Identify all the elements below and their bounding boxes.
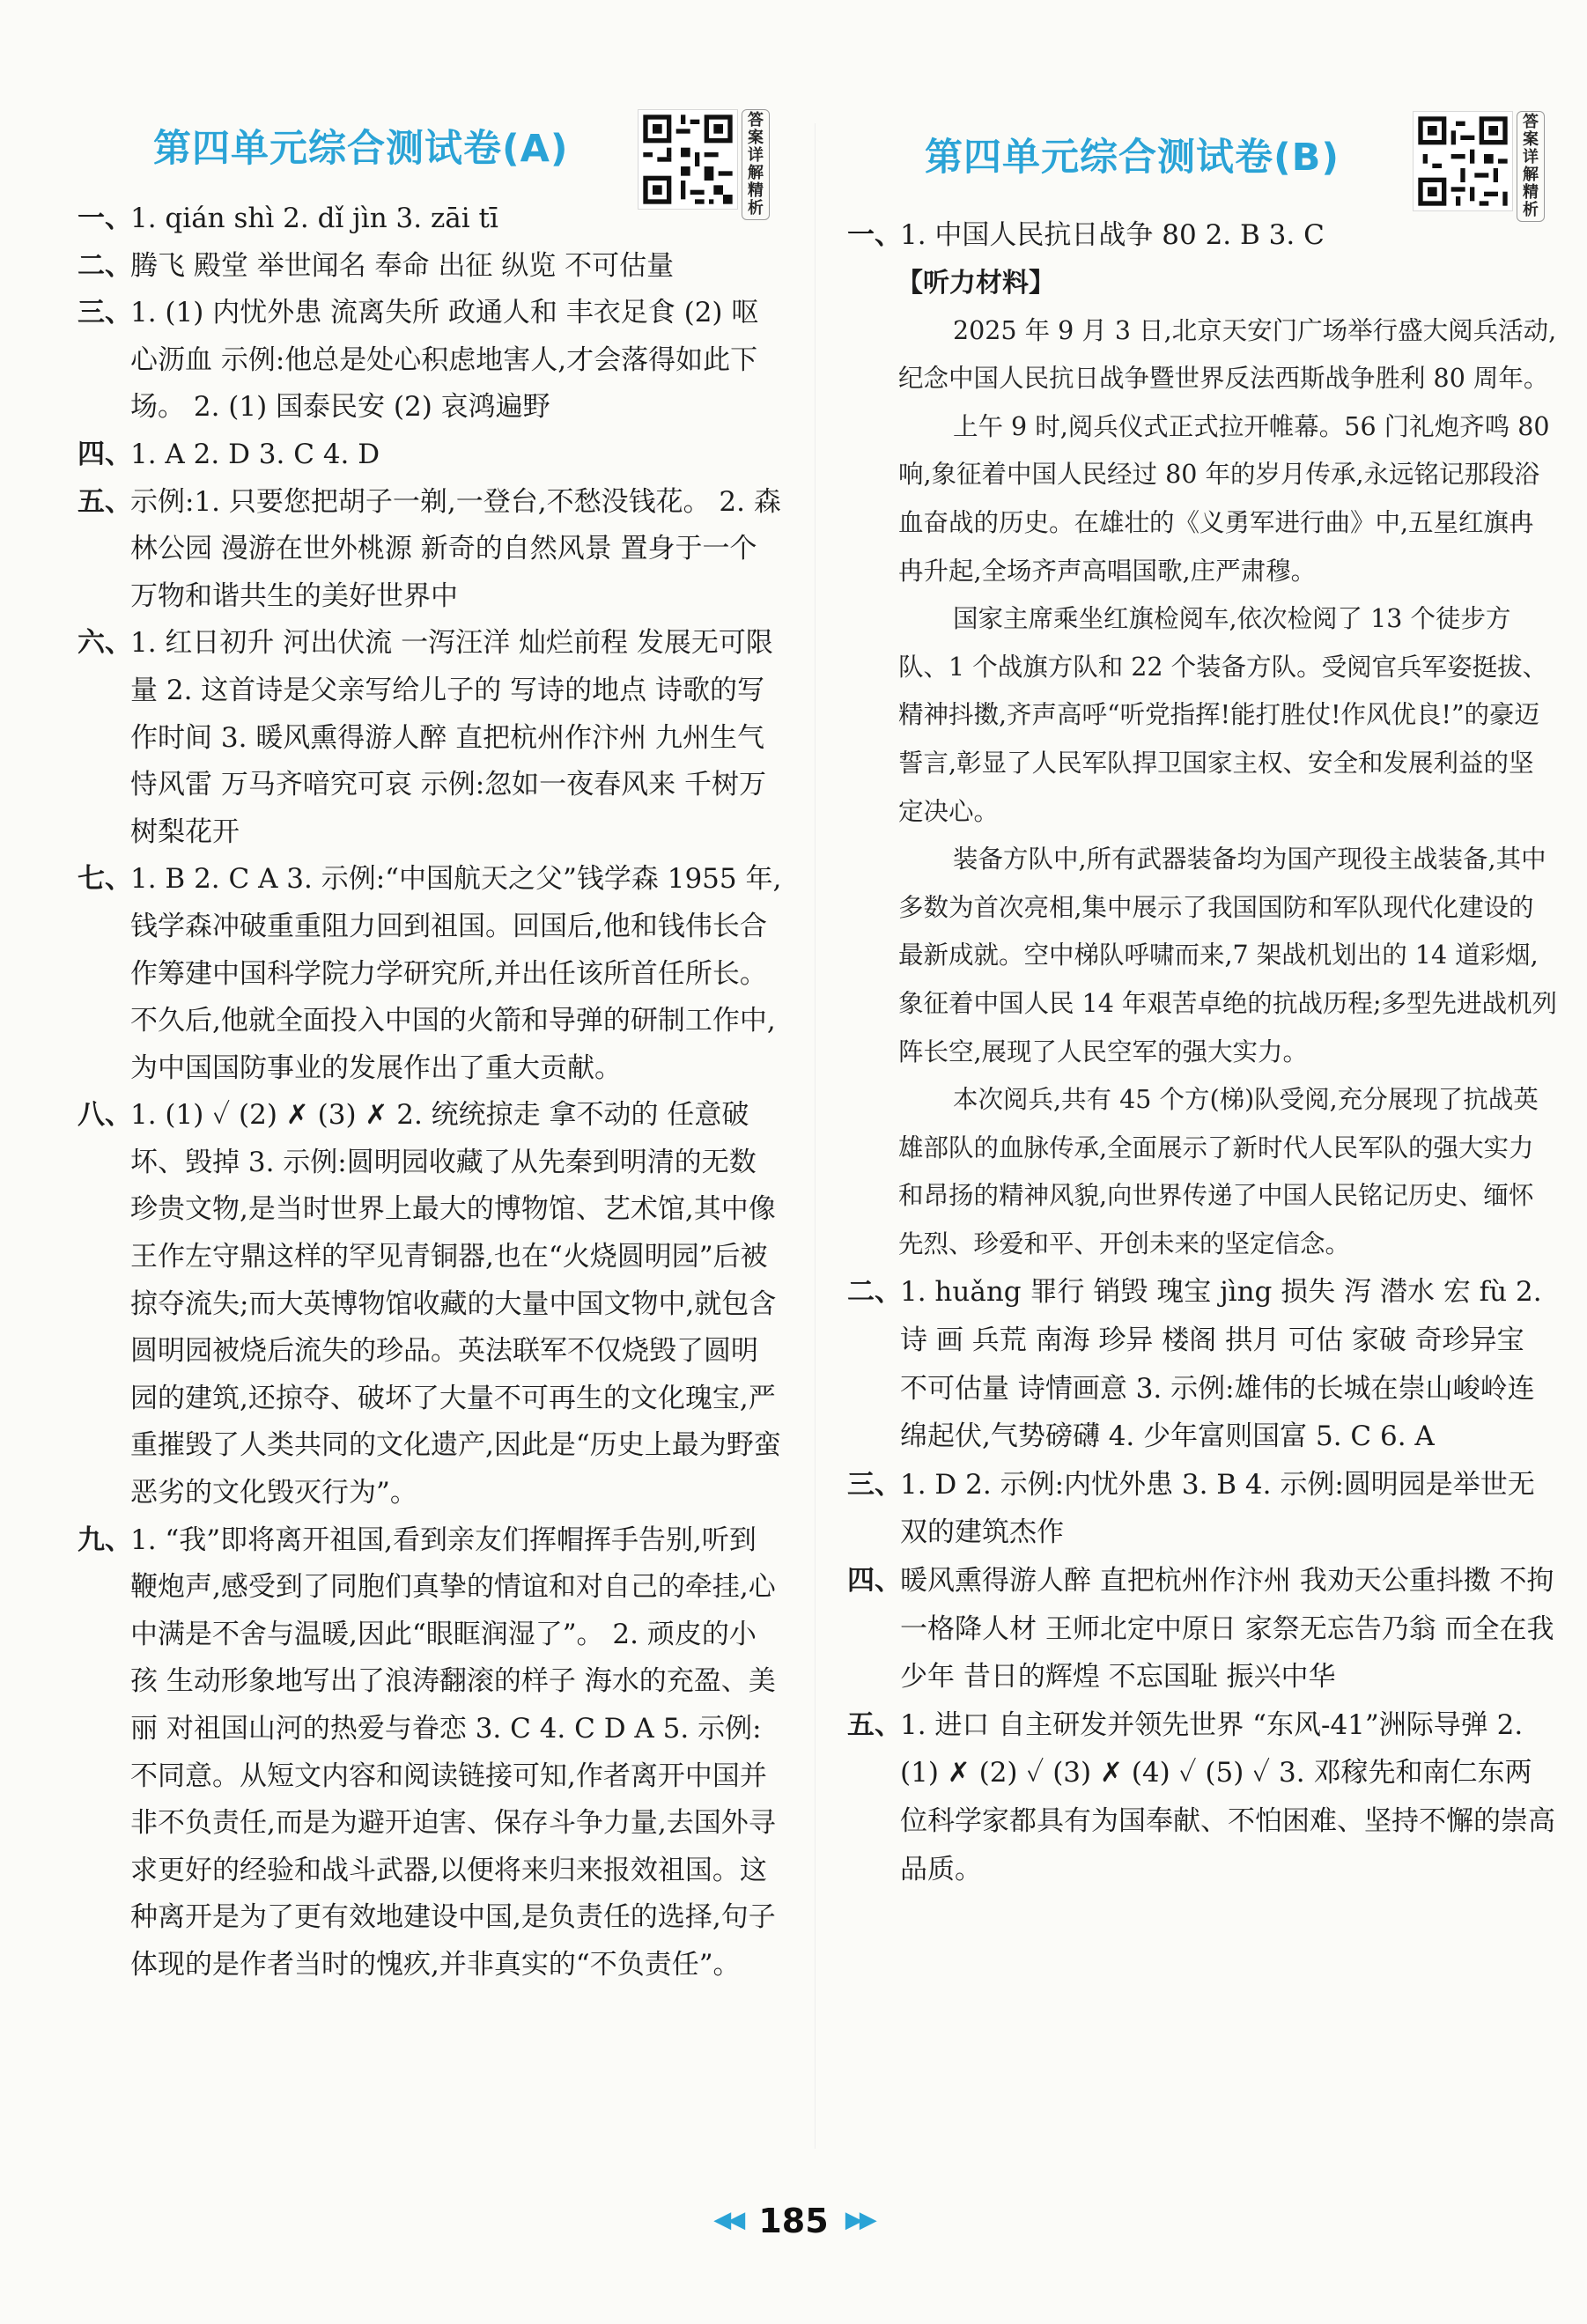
qr-code-icon <box>1413 111 1513 211</box>
column-test-a <box>78 0 782 1981</box>
question-item <box>847 1461 1559 1557</box>
right-arrows-icon: ▶▶ <box>845 2207 874 2233</box>
question-number: 五、 <box>847 1708 902 1741</box>
question-number: 二、 <box>847 1276 902 1309</box>
listening-paragraph: 装备方队中,所有武器装备均为国产现役主战装备,其中多数为首次亮相,集中展示了我国国防和军队现代化建设的最新成就。空中梯队呼啸而来,7 架战机划出的 14 道彩烟,象征着中国人民 14 年艰苦卓绝的抗战历程;多型先进战机列阵长空,展现了人民空军的强大实力。 <box>898 845 1557 1066</box>
page-footer <box>0 2202 1587 2240</box>
question-item <box>78 620 782 856</box>
question-item <box>847 1557 1559 1701</box>
question-number: 一、 <box>78 203 132 234</box>
question-item <box>847 211 1559 260</box>
question-number: 九、 <box>78 1524 132 1556</box>
question-item <box>78 196 782 243</box>
listening-paragraph: 2025 年 9 月 3 日,北京天安门广场举行盛大阅兵活动,纪念中国人民抗日战争暨世界反法西斯战争胜利 80 周年。 <box>898 315 1557 394</box>
header-a <box>78 0 782 218</box>
question-number: 三、 <box>78 297 132 329</box>
question-item <box>78 290 782 432</box>
question-item <box>78 243 782 291</box>
answer-text: 腾飞 殿堂 举世闻名 奉命 出征 纵览 不可估量 <box>130 249 675 282</box>
answer-text: 1. A 2. D 3. C 4. D <box>130 438 380 470</box>
qr-label-b: 答案详解精析 <box>1517 111 1545 222</box>
left-arrows-icon: ◀◀ <box>713 2207 742 2233</box>
listening-paragraph: 本次阅兵,共有 45 个方(梯)队受阅,充分展现了抗战英雄部队的血脉传承,全面展示了新时代人民军队的强大实力和昂扬的精神风貌,向世界传递了中国人民铭记历史、缅怀先烈、珍爱和平、开创未来的坚定信念。 <box>898 1085 1539 1258</box>
listening-material-heading: 【听力材料】 <box>897 267 1055 299</box>
answer-text: 1. 红日初升 河出伏流 一泻汪洋 灿烂前程 发展无可限量 2. 这首诗是父亲写给儿子的 写诗的地点 诗歌的写作时间 3. 暖风熏得游人醉 直把杭州作汴州 九州生气恃风雷 万马齐喑究可哀 示例:忽如一夜春风来 千树万树梨花开 <box>130 627 773 848</box>
answer-text: 1. B 2. C A 3. 示例:“中国航天之父”钱学森 1955 年,钱学森冲破重重阻力回到祖国。回国后,他和钱伟长合作筹建中国科学院力学研究所,并出任该所首任所长。不久后,他就全面投入中国的火箭和导弹的研制工作中,为中国国防事业的发展作出了重大贡献。 <box>130 863 782 1084</box>
question-number: 七、 <box>78 863 132 896</box>
answer-text: 1. qián shì 2. dǐ jìn 3. zāi tī <box>130 203 498 234</box>
answer-text: 1. (1) ✓ (2) ✗ (3) ✗ 2. 统统掠走 拿不动的 任意破坏、毁掉 3. 示例:圆明园收藏了从先秦到明清的无数珍贵文物,是当时世界上最大的博物馆、艺术馆,其中像王作左守鼎这样的罕见青铜器,也在“火烧圆明园”后被掠夺流失;而大英博物馆收藏的大量中国文物中,就包含圆明园被烧后流失的珍品。英法联军不仅烧毁了圆明园的建筑,还掠夺、破坏了大量不可再生的文化瑰宝,严重摧毁了人类共同的文化遗产,因此是“历史上最为野蛮恶劣的文化毁灭行为”。 <box>130 1099 781 1509</box>
question-item <box>847 1268 1559 1460</box>
question-number: 四、 <box>847 1565 902 1597</box>
question-item <box>78 856 782 1092</box>
answer-text: 1. (1) 内忧外患 流离失所 政通人和 丰衣足食 (2) 呕心沥血 示例:他总是处心积虑地害人,才会落得如此下场。 2. (1) 国泰民安 (2) 哀鸿遍野 <box>130 297 759 424</box>
answer-text: 1. D 2. 示例:内忧外患 3. B 4. 示例:圆明园是举世无双的建筑杰作 <box>900 1468 1535 1549</box>
listening-paragraph: 国家主席乘坐红旗检阅车,依次检阅了 13 个徒步方队、1 个战旗方队和 22 个装备方队。受阅官兵军姿挺拔、精神抖擞,齐声高呼“听党指挥!能打胜仗!作风优良!”的豪迈誓言,彰显了人民军队捍卫国家主权、安全和发展利益的坚定决心。 <box>898 604 1548 826</box>
question-number: 二、 <box>78 249 132 282</box>
answer-text: 暖风熏得游人醉 直把杭州作汴州 我劝天公重抖擞 不拘一格降人材 王师北定中原日 家祭无忘告乃翁 而全在我少年 昔日的辉煌 不忘国耻 振兴中华 <box>900 1565 1554 1693</box>
question-number: 五、 <box>78 485 132 518</box>
qr-code-icon <box>638 109 738 210</box>
answer-text: 1. “我”即将离开祖国,看到亲友们挥帽挥手告别,听到鞭炮声,感受到了同胞们真挚的情谊和对自己的牵挂,心中满是不舍与温暖,因此“眼眶润湿了”。 2. 顽皮的小孩 生动形象地写出了浪涛翻滚的样子 海水的充盈、美丽 对祖国山河的热爱与眷恋 3. C 4. C D A 5. 示例:不同意。从短文内容和阅读链接可知,作者离开中国并非不负责任,而是为避开迫害、保存斗争力量,去国外寻求更好的经验和战斗武器,以便将来归来报效祖国。这种离开是为了更有效地建设中国,是负责任的选择,句子体现的是作者当时的愧疚,并非真实的“不负责任”。 <box>130 1524 776 1981</box>
answer-text: 1. 中国人民抗日战争 80 2. B 3. C <box>900 219 1325 251</box>
question-item <box>78 479 782 621</box>
section-title-b: 第四单元综合测试卷(B) <box>925 136 1340 180</box>
section-title-a: 第四单元综合测试卷(A) <box>153 127 569 171</box>
question-number: 六、 <box>78 627 132 660</box>
answer-text: 示例:1. 只要您把胡子一剃,一登台,不愁没钱花。 2. 森林公园 漫游在世外桃源 新奇的自然风景 置身于一个万物和谐共生的美好世界中 <box>130 485 781 612</box>
answer-list-a <box>78 196 782 1989</box>
question-number: 一、 <box>847 219 902 251</box>
question-number: 三、 <box>847 1468 902 1501</box>
question-item <box>78 432 782 479</box>
listening-paragraph: 上午 9 时,阅兵仪式正式拉开帷幕。56 门礼炮齐鸣 80 响,象征着中国人民经过 80 年的岁月传承,永远铭记那段浴血奋战的历史。在雄壮的《义勇军进行曲》中,五星红旗冉冉升起,全场齐声高唱国歌,庄严肃穆。 <box>898 411 1550 586</box>
question-item <box>847 1701 1559 1893</box>
answer-list-b <box>847 211 1559 1893</box>
answer-text: 1. huǎng 罪行 销毁 瑰宝 jìng 损失 泻 潜水 宏 fù 2. 诗 画 兵荒 南海 珍异 楼阁 拱月 可估 家破 奇珍异宝 不可估量 诗情画意 3. 示例:雄伟的长城在崇山峻岭连绵起伏,气势磅礴 4. 少年富则国富 5. C 6. A <box>900 1276 1542 1453</box>
answer-text: 1. 进口 自主研发并领先世界 “东风-41”洲际导弹 2. (1) ✗ (2) ✓ (3) ✗ (4) ✓ (5) ✓ 3. 邓稼先和南仁东两位科学家都具有为国奉献、不怕困难、坚持不懈的崇高品质。 <box>900 1708 1555 1885</box>
question-item <box>78 1092 782 1516</box>
question-number: 四、 <box>78 438 132 470</box>
column-test-b <box>847 0 1559 1885</box>
column-divider <box>815 123 816 2149</box>
question-item <box>78 1517 782 1989</box>
qr-label-a: 答案详解精析 <box>742 109 770 220</box>
question-number: 八、 <box>78 1099 132 1132</box>
page-number: 185 <box>758 2202 829 2240</box>
header-b <box>847 0 1559 219</box>
